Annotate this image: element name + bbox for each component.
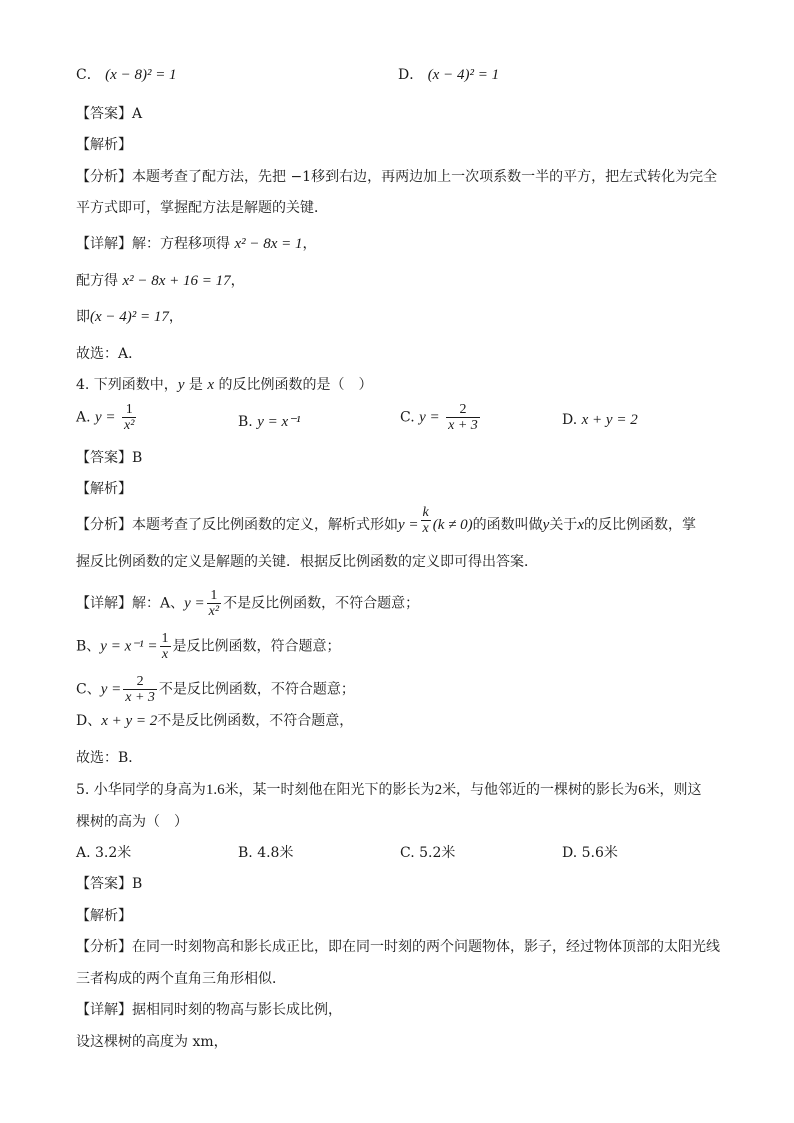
detail-line: 配方得 x² − 8x + 16 = 17， xyxy=(76,273,245,289)
analysis-heading: 【解析】 xyxy=(76,908,132,924)
analysis-text: 【分析】本题考查了反比例函数的定义，解析式形如y = $\frac{k}{x}$ (k ≠ 0)的函数叫做y关于x的反比例函数，掌 xyxy=(76,504,696,536)
option-c: C. y = $\frac{2}{x + 3}$ xyxy=(400,402,478,433)
option-c: C. 5.2米 xyxy=(400,845,456,861)
option-d: D. 5.6米 xyxy=(562,845,618,861)
detail-line: 【详解】据相同时刻的物高与影长成比例， xyxy=(76,1002,342,1018)
fraction: $\frac{1}{\text{x²}}$ xyxy=(124,402,135,433)
analysis-text: 【分析】在同一时刻物高和影长成正比，即在同一时刻的两个问题物体，影子，经过物体顶部的太阳光线 xyxy=(76,939,720,955)
analysis-text: 三者构成的两个直角三角形相似． xyxy=(76,971,286,987)
option-letter: C． xyxy=(76,67,101,83)
choose-line: 故选：B． xyxy=(76,750,143,766)
option-a: A. 3.2米 xyxy=(76,845,132,861)
analysis-text: 【分析】本题考查了配方法，先把 −1移到右边，再两边加上一次项系数一半的平方，把左式转化为完全 xyxy=(76,169,718,185)
fraction: $\frac{2}{x + 3}$ xyxy=(125,674,155,705)
detail-line: C、y = $\frac{2}{x + 3}$ 不是反比例函数，不符合题意； xyxy=(76,674,355,705)
fraction: $\frac{2}{x + 3}$ xyxy=(448,402,478,433)
question-stem: 4. 下列函数中，y 是 x 的反比例函数的是（ ） xyxy=(76,377,373,393)
analysis-heading: 【解析】 xyxy=(76,481,132,497)
option-c xyxy=(76,64,177,84)
option-d xyxy=(398,64,499,84)
option-d: D. x + y = 2 xyxy=(562,412,638,428)
detail-line: B、y = x⁻¹ = $\frac{1}{x}$ 是反比例函数，符合题意； xyxy=(76,631,341,662)
option-a: A. y = $\frac{1}{\text{x²}}$ xyxy=(76,402,135,433)
detail-line: 【详解】解：方程移项得 x² − 8x = 1， xyxy=(76,236,317,252)
option-letter: D． xyxy=(398,67,424,83)
answer-label: 【答案】B xyxy=(76,450,143,466)
detail-line: 【详解】解：A、y = $\frac{1}{\text{x²}}$ 不是反比例函数，不符合题意； xyxy=(76,588,420,619)
option-expression: (x − 8)² = 1 xyxy=(105,67,177,83)
fraction: $\frac{1}{\text{x²}}$ xyxy=(208,588,220,619)
answer-label: 【答案】B xyxy=(76,876,143,892)
detail-line: D、x + y = 2不是反比例函数，不符合题意， xyxy=(76,713,354,729)
question-stem: 5. 小华同学的身高为1.6米，某一时刻他在阳光下的影长为2米，与他邻近的一棵树的影长为6米，则这 xyxy=(76,782,702,798)
option-b: B. 4.8米 xyxy=(238,845,294,861)
option-expression: (x − 4)² = 1 xyxy=(427,67,500,83)
analysis-text: 握反比例函数的定义是解题的关键．根据反比例函数的定义即可得出答案． xyxy=(76,554,538,570)
answer-label: 【答案】A xyxy=(76,106,143,122)
detail-line: 即(x − 4)² = 17， xyxy=(76,309,183,325)
question-stem: 棵树的高为（ ） xyxy=(76,814,188,830)
option-b: B. y = x⁻¹ xyxy=(238,414,301,430)
choose-line: 故选：A． xyxy=(76,346,143,362)
detail-line: 设这棵树的高度为 xm， xyxy=(76,1034,228,1050)
analysis-text: 平方式即可，掌握配方法是解题的关键． xyxy=(76,200,328,216)
fraction: $\frac{k}{x}$ xyxy=(422,504,429,536)
analysis-heading: 【解析】 xyxy=(76,137,132,153)
fraction: $\frac{1}{x}$ xyxy=(161,631,169,662)
